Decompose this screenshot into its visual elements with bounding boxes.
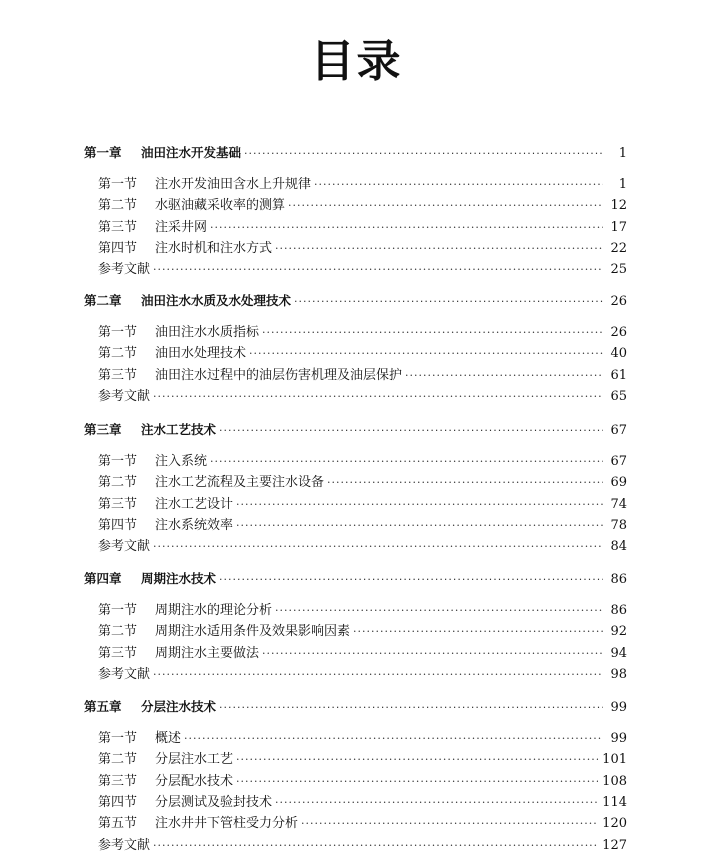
- dot-leader: [288, 198, 603, 214]
- dot-leader: [262, 646, 603, 662]
- section-number: 第三节: [98, 773, 138, 789]
- toc-chapter-entry[interactable]: [84, 422, 627, 439]
- dot-leader: [153, 667, 603, 683]
- dot-leader: [219, 423, 603, 439]
- dot-leader: [262, 325, 603, 341]
- page-number: 25: [610, 262, 627, 278]
- section-title: 周期注水的理论分析: [155, 603, 273, 618]
- dot-leader: [275, 603, 603, 619]
- section-title: 参考文献: [98, 539, 151, 555]
- section-number: 第二节: [98, 475, 138, 491]
- section-title: 注采井网: [155, 219, 208, 235]
- toc-section-entry[interactable]: [98, 198, 627, 214]
- toc-section-entry[interactable]: [98, 731, 627, 747]
- toc-section-entry[interactable]: [98, 816, 627, 832]
- section-title: 概述: [155, 731, 182, 746]
- page-number: 65: [610, 388, 627, 404]
- section-number: 第四节: [98, 517, 138, 533]
- dot-leader: [236, 497, 603, 513]
- dot-leader: [236, 518, 603, 534]
- section-title: 分层注水工艺: [155, 752, 234, 768]
- page-number: 86: [610, 572, 627, 587]
- dot-leader: [184, 731, 603, 747]
- chapter-number: 第五章: [84, 699, 122, 714]
- page-number: 99: [610, 731, 627, 746]
- toc-section-entry[interactable]: [98, 646, 627, 662]
- section-title: 参考文献: [98, 666, 151, 682]
- section-number: 第三节: [98, 645, 138, 661]
- section-title: 油田注水水质指标: [155, 325, 260, 340]
- dot-leader: [249, 346, 603, 362]
- section-number: 第二节: [98, 346, 138, 362]
- section-number: 第一节: [98, 325, 138, 340]
- section-title: 注水系统效率: [155, 517, 234, 533]
- section-title: 参考文献: [98, 262, 151, 278]
- dot-leader: [210, 220, 603, 236]
- page-title: 目录: [310, 36, 403, 87]
- section-number: 第三节: [98, 496, 138, 512]
- section-title: 分层测试及验封技术: [155, 794, 273, 810]
- toc-chapter-entry[interactable]: [84, 571, 627, 588]
- section-title: 分层配水技术: [155, 773, 234, 789]
- page-number: 74: [610, 496, 627, 512]
- toc-references-entry[interactable]: [98, 838, 627, 854]
- section-number: 第二节: [98, 198, 138, 214]
- toc-section-entry[interactable]: [98, 454, 627, 470]
- toc-references-entry[interactable]: [98, 667, 627, 683]
- toc-section-entry[interactable]: [98, 497, 627, 513]
- section-number: 第三节: [98, 367, 138, 383]
- page-number: 120: [602, 816, 627, 832]
- page-number: 26: [610, 294, 627, 309]
- section-title: 水驱油藏采收率的测算: [155, 198, 286, 214]
- chapter-number: 第二章: [84, 293, 122, 308]
- section-title: 注水工艺设计: [155, 496, 234, 512]
- dot-leader: [405, 368, 603, 384]
- toc-references-entry[interactable]: [98, 389, 627, 405]
- page-number: 114: [602, 794, 627, 810]
- toc-chapter-entry[interactable]: [84, 699, 627, 716]
- toc-section-entry[interactable]: [98, 795, 627, 811]
- dot-leader: [153, 389, 603, 405]
- page-number: 99: [610, 700, 627, 715]
- chapter-title: 油田注水水质及水处理技术: [141, 293, 292, 308]
- page-number: 12: [610, 198, 627, 214]
- section-number: 第一节: [98, 454, 138, 469]
- page-number: 61: [610, 367, 627, 383]
- section-number: 第一节: [98, 603, 138, 618]
- section-number: 第一节: [98, 731, 138, 746]
- section-number: 第四节: [98, 240, 138, 256]
- page-number: 67: [610, 423, 627, 438]
- chapter-title: 注水工艺技术: [141, 422, 217, 437]
- toc-references-entry[interactable]: [98, 539, 627, 555]
- section-title: 参考文献: [98, 388, 151, 404]
- page-number: 127: [602, 837, 627, 853]
- toc-section-entry[interactable]: [98, 241, 627, 257]
- chapter-title: 周期注水技术: [141, 571, 217, 586]
- toc-section-entry[interactable]: [98, 518, 627, 534]
- page-number: 86: [610, 603, 627, 618]
- page-number: 108: [602, 773, 627, 789]
- toc-section-entry[interactable]: [98, 774, 627, 790]
- section-number: 第三节: [98, 219, 138, 235]
- dot-leader: [236, 752, 598, 768]
- page-number: 92: [610, 624, 627, 640]
- page-number: 40: [610, 346, 627, 362]
- page-number: 78: [610, 517, 627, 533]
- dot-leader: [301, 816, 598, 832]
- section-title: 注水工艺流程及主要注水设备: [155, 475, 325, 491]
- toc-references-entry[interactable]: [98, 262, 627, 278]
- toc-section-entry[interactable]: [98, 752, 627, 768]
- dot-leader: [314, 177, 603, 193]
- dot-leader: [353, 624, 603, 640]
- dot-leader: [275, 795, 598, 811]
- dot-leader: [327, 475, 603, 491]
- page-number: 26: [610, 325, 627, 340]
- toc-chapter-entry[interactable]: [84, 293, 627, 310]
- chapter-title: 油田注水开发基础: [141, 145, 242, 160]
- section-number: 第二节: [98, 752, 138, 768]
- chapter-number: 第一章: [84, 145, 122, 160]
- section-number: 第四节: [98, 794, 138, 810]
- section-number: 第五节: [98, 816, 138, 832]
- dot-leader: [153, 539, 603, 555]
- page-number: 101: [602, 752, 627, 768]
- toc-section-entry[interactable]: [98, 368, 627, 384]
- page-number: 17: [610, 219, 627, 235]
- toc-section-entry[interactable]: [98, 220, 627, 236]
- section-number: 第二节: [98, 624, 138, 640]
- section-title: 注入系统: [155, 454, 208, 469]
- toc-section-entry[interactable]: [98, 624, 627, 640]
- dot-leader: [219, 700, 603, 716]
- dot-leader: [236, 774, 598, 790]
- page-number: 98: [610, 666, 627, 682]
- toc-section-entry[interactable]: [98, 475, 627, 491]
- dot-leader: [294, 294, 603, 310]
- page-number: 84: [610, 539, 627, 555]
- section-number: 第一节: [98, 177, 138, 192]
- chapter-title: 分层注水技术: [141, 699, 217, 714]
- toc-section-entry[interactable]: [98, 603, 627, 619]
- page-number: 67: [610, 454, 627, 469]
- dot-leader: [275, 241, 603, 257]
- page-number: 94: [610, 645, 627, 661]
- dot-leader: [153, 838, 598, 854]
- page-number: 1: [618, 177, 627, 192]
- dot-leader: [219, 572, 603, 588]
- dot-leader: [153, 262, 603, 278]
- section-title: 周期注水主要做法: [155, 645, 260, 661]
- section-title: 油田水处理技术: [155, 346, 247, 362]
- page-number: 22: [610, 240, 627, 256]
- section-title: 周期注水适用条件及效果影响因素: [155, 624, 351, 640]
- dot-leader: [244, 146, 603, 162]
- section-title: 注水时机和注水方式: [155, 240, 273, 256]
- dot-leader: [210, 454, 603, 470]
- section-title: 注水井井下管柱受力分析: [155, 816, 299, 832]
- toc-chapter-entry[interactable]: [84, 145, 627, 162]
- section-title: 参考文献: [98, 837, 151, 853]
- page-number: 1: [618, 146, 627, 161]
- section-title: 油田注水过程中的油层伤害机理及油层保护: [155, 367, 403, 383]
- section-title: 注水开发油田含水上升规律: [155, 177, 312, 192]
- toc-section-entry[interactable]: [98, 325, 627, 341]
- toc-section-entry[interactable]: [98, 177, 627, 193]
- toc-section-entry[interactable]: [98, 346, 627, 362]
- chapter-number: 第三章: [84, 422, 122, 437]
- page-number: 69: [610, 475, 627, 491]
- chapter-number: 第四章: [84, 571, 122, 586]
